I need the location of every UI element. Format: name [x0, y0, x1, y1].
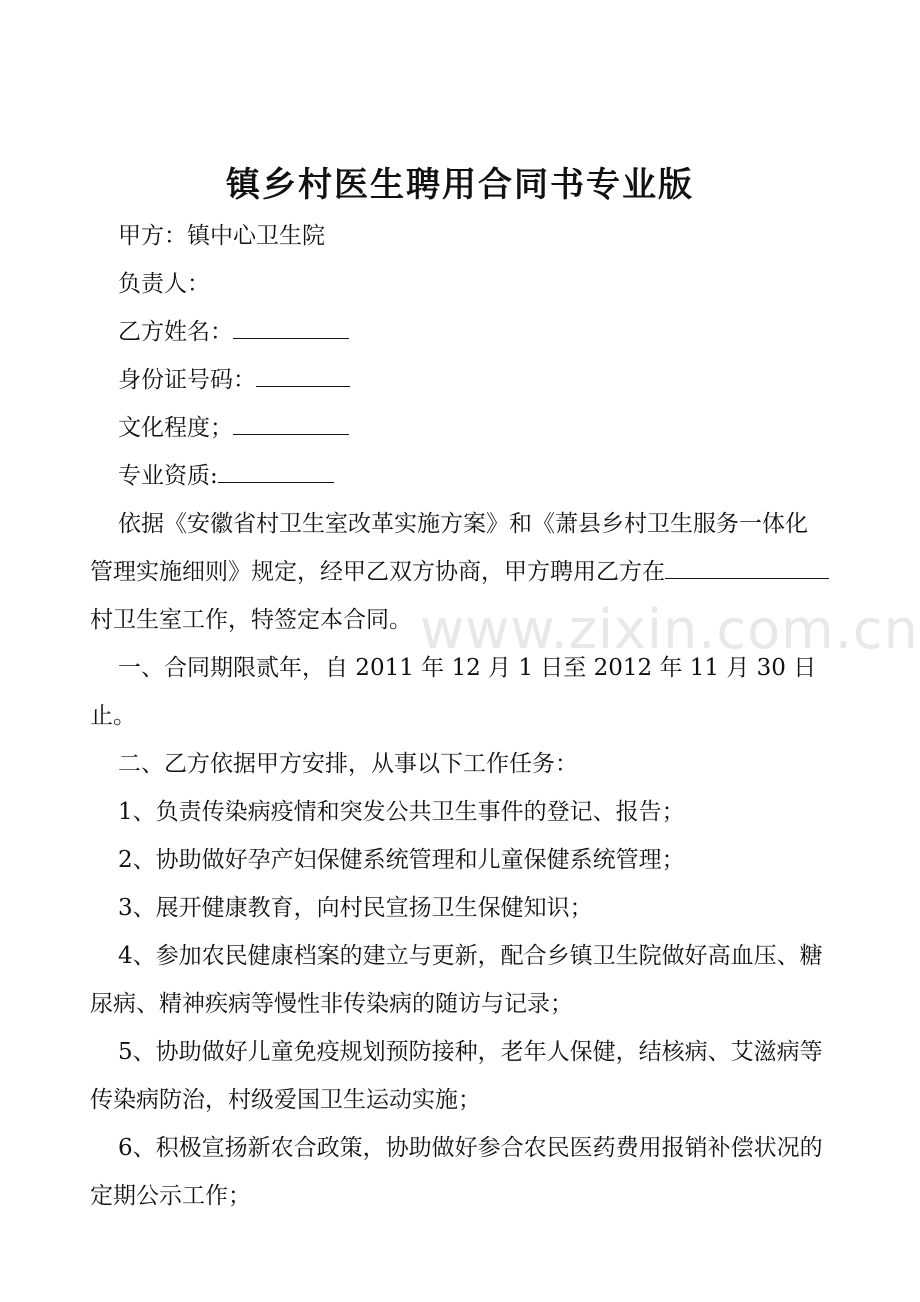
id-number-line: [90, 356, 830, 404]
party-a-line: 甲方：镇中心卫生院: [118, 223, 325, 249]
village-blank: [665, 548, 829, 579]
id-number-label: 身份证号码：: [118, 367, 256, 393]
name-blank: [233, 308, 349, 339]
education-line: [90, 404, 830, 452]
clause-duties: 二、乙方依据甲方安排，从事以下工作任务：: [118, 751, 578, 777]
clause-term: 一、合同期限贰年，自 2011 年 12 月 1 日至 2012 年 11 月 30 日止。: [90, 655, 817, 729]
responsible-person-line: 负责人：: [118, 271, 210, 297]
task-item-6: 6、积极宣扬新农合政策，协助做好参合农民医药费用报销补偿状况的定期公示工作；: [90, 1135, 823, 1209]
contract-title: 镇乡村医生聘用合同书专业版: [226, 165, 694, 205]
education-blank: [233, 404, 349, 435]
task-item-5: 5、协助做好儿童免疫规划预防接种，老年人保健，结核病、艾滋病等传染病防治，村级爱国卫生运动实施；: [90, 1039, 823, 1113]
education-label: 文化程度；: [118, 415, 233, 441]
qualification-blank: [218, 452, 334, 483]
party-b-name-line: [90, 308, 830, 356]
contract-body: [90, 212, 830, 1220]
task-item-3: 3、展开健康教育，向村民宣扬卫生保健知识；: [118, 895, 593, 921]
qualification-line: [90, 452, 830, 500]
task-item-4: 4、参加农民健康档案的建立与更新，配合乡镇卫生院做好高血压、糖尿病、精神疾病等慢性非传染病的随访与记录；: [90, 943, 823, 1017]
basis-text-part2: 村卫生室工作，特签定本合同。: [90, 607, 412, 633]
task-item-1: 1、负责传染病疫情和突发公共卫生事件的登记、报告；: [118, 799, 685, 825]
qualification-label: 专业资质:: [118, 463, 218, 489]
task-item-2: 2、协助做好孕产妇保健系统管理和儿童保健系统管理；: [118, 847, 685, 873]
basis-text-part1: 依据《安徽省村卫生室改革实施方案》和《萧县乡村卫生服务一体化管理实施细则》规定，经甲乙双方协商，甲方聘用乙方在: [90, 511, 808, 585]
watermark: www.zixin.com.cn: [420, 598, 919, 661]
party-b-name-label: 乙方姓名：: [118, 319, 233, 345]
id-number-blank: [256, 356, 350, 387]
